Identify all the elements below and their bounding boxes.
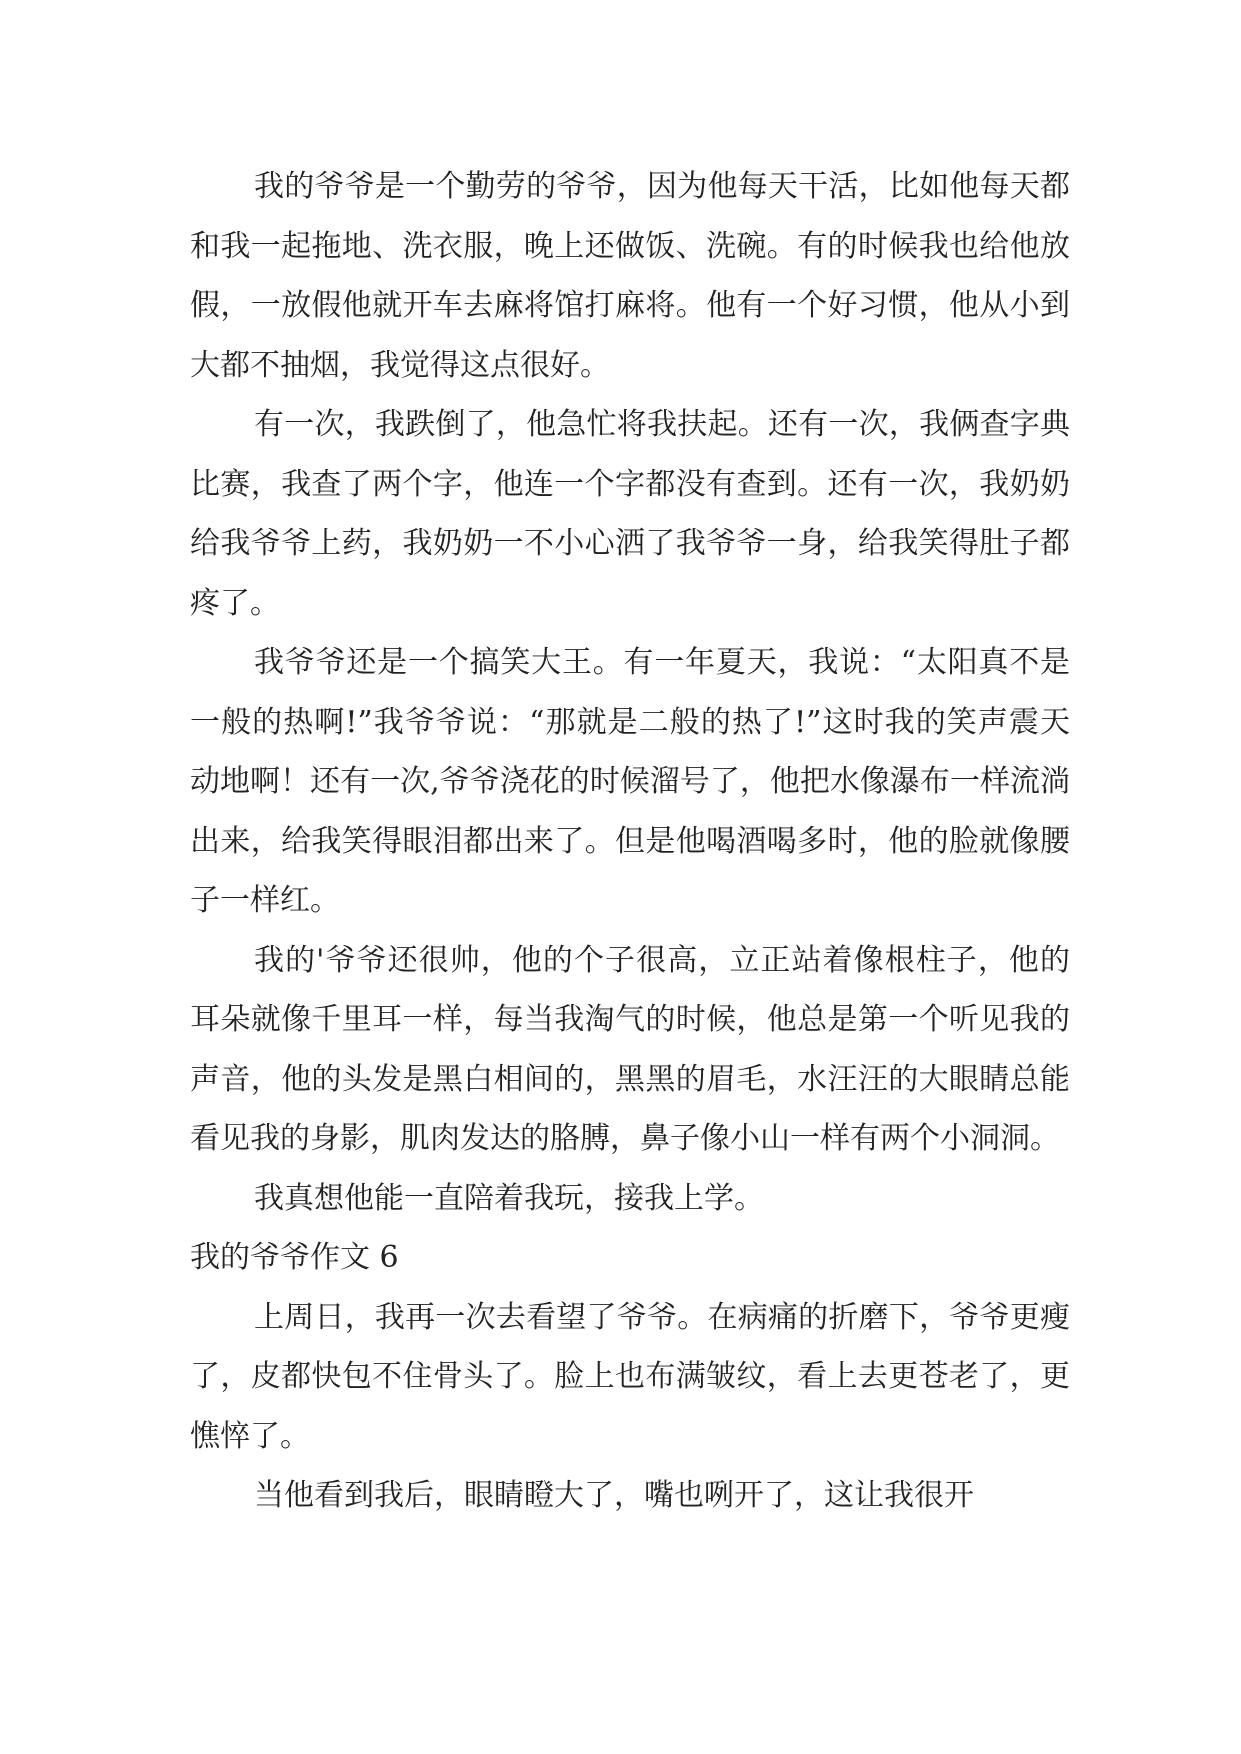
paragraph-4: 我的'爷爷还很帅，他的个子很高，立正站着像根柱子，他的耳朵就像千里耳一样，每当我淘气的时候，他总是第一个听见我的声音，他的头发是黑白相间的，黑黑的眉毛，水汪汪的大眼睛总能看见我的身影，肌肉发达的胳膊，鼻子像小山一样有两个小洞洞。 — [190, 942, 1070, 1156]
section-heading: 我的爷爷作文 6 — [190, 1240, 399, 1275]
paragraph-3: 我爷爷还是一个搞笑大王。有一年夏天，我说：“太阳真不是一般的热啊!”我爷爷说：“那就是二般的热了!”这时我的笑声震天动地啊！还有一次,爷爷浇花的时候溜号了，他把水像瀑布一样流淌出来，给我笑得眼泪都出来了。但是他喝酒喝多时，他的脸就像腰子一样红。 — [190, 645, 1070, 918]
paragraph-5: 我真想他能一直陪着我玩，接我上学。 — [254, 1180, 764, 1216]
paragraph-6: 上周日，我再一次去看望了爷爷。在病痛的折磨下，爷爷更瘦了，皮都快包不住骨头了。脸上也布满皱纹，看上去更苍老了，更憔悴了。 — [190, 1299, 1070, 1454]
paragraph-7: 当他看到我后，眼睛瞪大了，嘴也咧开了，这让我很开 — [254, 1478, 974, 1513]
document-body — [190, 157, 1070, 1526]
paragraph-1: 我的爷爷是一个勤劳的爷爷，因为他每天干活，比如他每天都和我一起拖地、洗衣服，晚上还做饭、洗碗。有的时候我也给他放假，一放假他就开车去麻将馆打麻将。他有一个好习惯，他从小到大都不抽烟，我觉得这点很好。 — [190, 169, 1070, 383]
paragraph-2: 有一次，我跌倒了，他急忙将我扶起。还有一次，我俩查字典比赛，我查了两个字，他连一个字都没有查到。还有一次，我奶奶给我爷爷上药，我奶奶一不小心洒了我爷爷一身，给我笑得肚子都疼了。 — [190, 407, 1070, 621]
